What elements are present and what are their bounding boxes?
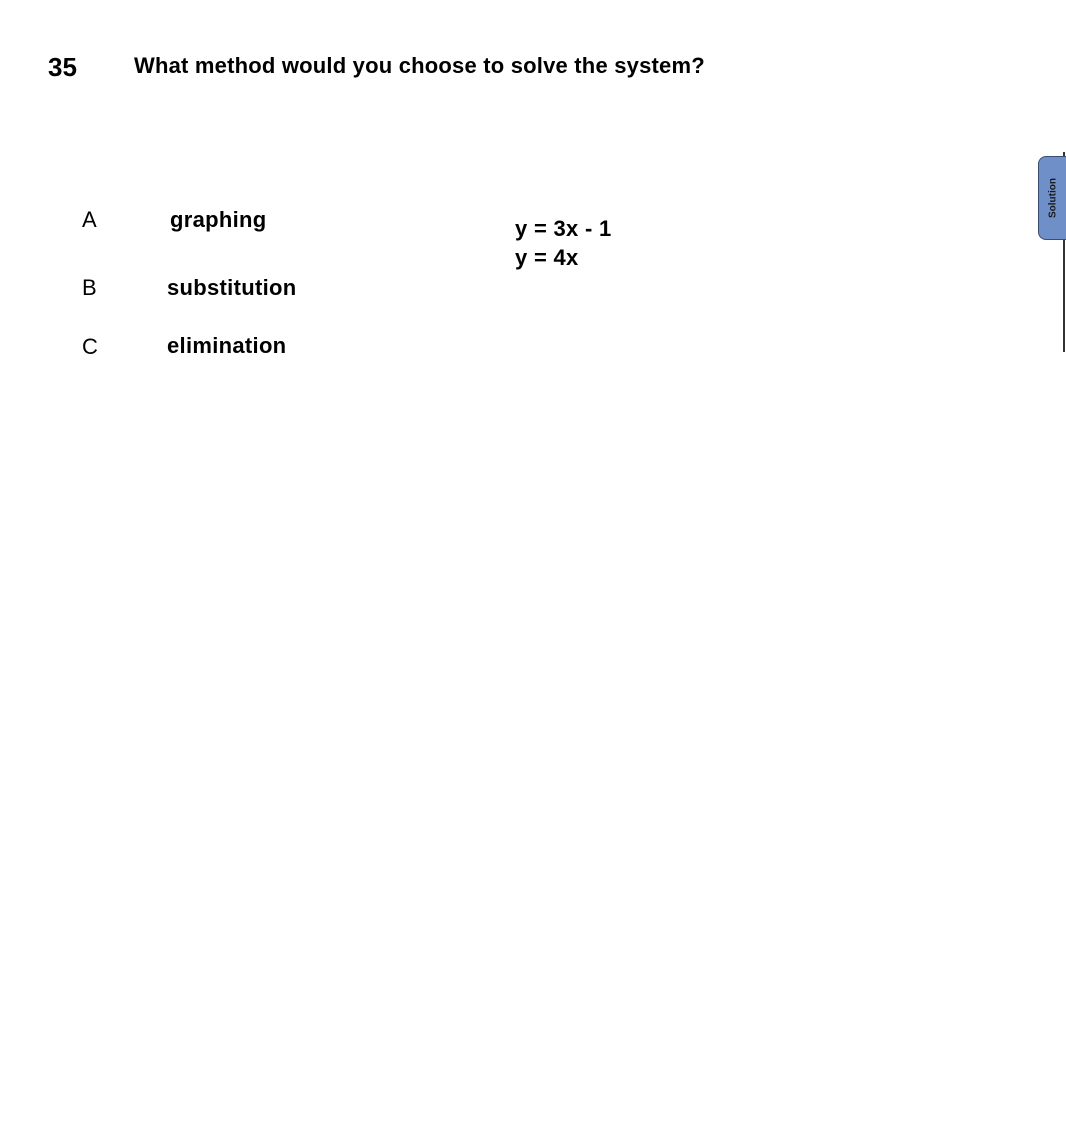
choice-letter: A	[82, 207, 97, 232]
choice-c[interactable]	[82, 334, 98, 360]
choice-b[interactable]	[82, 275, 97, 301]
question-number: 35	[48, 52, 77, 82]
choice-c-label[interactable]: elimination	[167, 333, 287, 358]
choice-a[interactable]	[82, 207, 97, 233]
question-text: What method would you choose to solve the system?	[134, 53, 705, 78]
choice-letter: B	[82, 275, 97, 300]
solution-tab-label: Solution	[1047, 178, 1058, 218]
solution-tab[interactable]	[1038, 156, 1066, 240]
equation-1: y = 3x - 1	[515, 216, 612, 241]
equation-2: y = 4x	[515, 245, 579, 270]
choice-a-label[interactable]: graphing	[170, 207, 267, 232]
choice-letter: C	[82, 334, 98, 359]
choice-b-label[interactable]: substitution	[167, 275, 297, 300]
